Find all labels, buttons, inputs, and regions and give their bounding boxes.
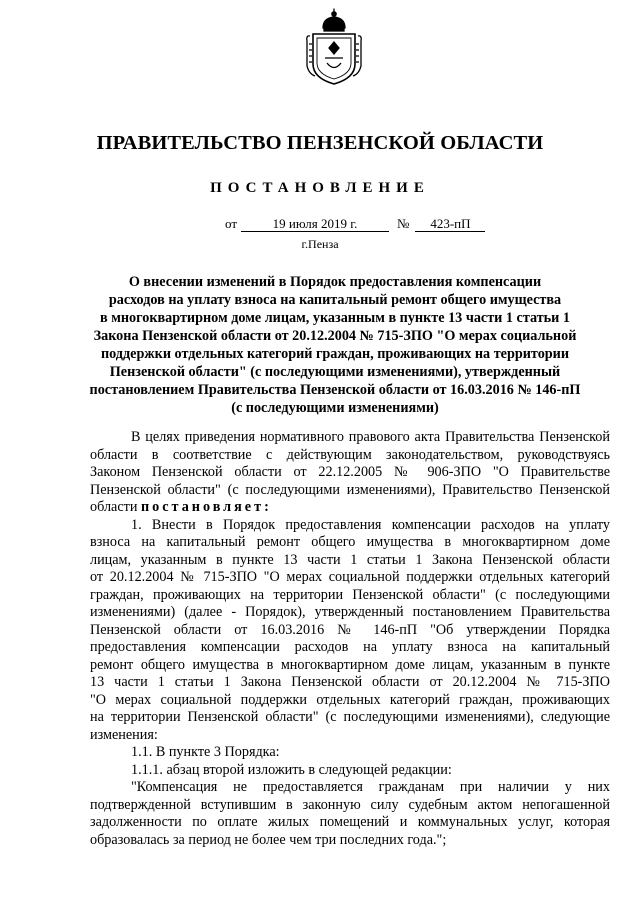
title-line: постановлением Правительства Пензенской области от 16.03.2016 № 146-пП — [89, 382, 581, 398]
item-1-line: граждан, проживающих на территории Пензенской области" (с последующими — [90, 586, 610, 603]
title-line: О внесении изменений в Порядок предоставления компенсации — [128, 274, 542, 290]
item-1-line: 1. Внести в Порядок предоставления компенсации расходов на уплату — [131, 516, 610, 533]
item-1-line: лицам, указанным в пункте 13 части 1 статьи 1 Закона Пензенской области — [90, 551, 610, 568]
title-line: Пензенской области" (с последующими изменениями), утвержденный — [109, 364, 561, 380]
preamble-line: Пензенской области" (с последующими изменениями), Правительство Пензенской — [90, 481, 610, 498]
item-1-line: "О мерах социальной поддержки отдельных категорий граждан, проживающих — [90, 691, 610, 708]
item-1-1: 1.1. В пункте 3 Порядка: — [131, 744, 280, 760]
quote-line: задолженности по оплате жилых помещений и коммунальных услуг, которая — [90, 814, 610, 830]
document-number: 423-пП — [415, 217, 485, 232]
document-type-heading: ПОСТАНОВЛЕНИЕ — [210, 180, 430, 196]
document-title — [60, 273, 610, 417]
item-1-line: ремонт общего имущества в многоквартирном доме лицам, указанным в пункте — [90, 656, 610, 673]
title-line: поддержки отдельных категорий граждан, проживающих на территории — [100, 346, 570, 362]
date-prefix: от — [225, 216, 238, 231]
coat-of-arms-emblem — [303, 8, 365, 86]
preamble-line: В целях приведения нормативного правового акта Правительства Пензенской — [131, 429, 610, 445]
item-1-line: 13 части 1 статьи 1 Закона Пензенской области от 20.12.2004 № 715-ЗПО — [90, 674, 610, 690]
document-body — [90, 429, 610, 849]
decree-line — [90, 499, 610, 517]
title-line: расходов на уплату взноса на капитальный ремонт общего имущества — [108, 292, 562, 308]
title-line: (с последующими изменениями) — [231, 400, 439, 416]
item-1-line: взноса на капитальный ремонт общего имущества в многоквартирном доме — [90, 534, 610, 550]
item-1-line: на территории Пензенской области" (с последующими изменениями), следующие — [90, 709, 610, 725]
date-number-line — [225, 216, 485, 232]
title-line: Закона Пензенской области от 20.12.2004 № 715-ЗПО "О мерах социальной — [93, 328, 577, 344]
item-1-line: предоставления компенсации расходов на уплату взноса на капитальный — [90, 639, 610, 655]
quote-line: подтвержденной вступившим в законную силу судебным актом непогашенной — [90, 796, 610, 813]
item-1-line: изменениями) (далее - Порядок), утвержденный постановлением Правительства — [90, 604, 610, 620]
item-1-line: Пензенской области от 16.03.2016 № 146-пП "Об утверждении Порядка — [90, 621, 610, 638]
item-1-line: изменения: — [90, 726, 158, 743]
item-1-1-1: 1.1.1. абзац второй изложить в следующей редакции: — [131, 761, 452, 778]
title-line: в многоквартирном доме лицам, указанным в пункте 13 части 1 статьи 1 — [100, 310, 570, 326]
decree-word: постановляет: — [140, 499, 272, 515]
preamble-line: области в соответствие с действующим законодательством, руководствуясь — [90, 446, 610, 463]
quote-line: "Компенсация не предоставляется гражданам при наличии у них — [131, 779, 610, 795]
document-date: 19 июля 2019 г. — [241, 217, 389, 232]
number-sign: № — [397, 216, 410, 231]
city-label: г.Пенза — [301, 237, 339, 251]
preamble-line: Законом Пензенской области от 22.12.2005 № 906-ЗПО "О Правительстве — [90, 464, 610, 480]
item-1-line: от 20.12.2004 № 715-ЗПО "О мерах социальной поддержки отдельных категорий — [90, 569, 610, 585]
decree-prefix: области — [90, 499, 141, 515]
organization-heading: ПРАВИТЕЛЬСТВО ПЕНЗЕНСКОЙ ОБЛАСТИ — [96, 132, 544, 154]
quote-line: образовалась за период не более чем три последних года."; — [90, 831, 447, 848]
